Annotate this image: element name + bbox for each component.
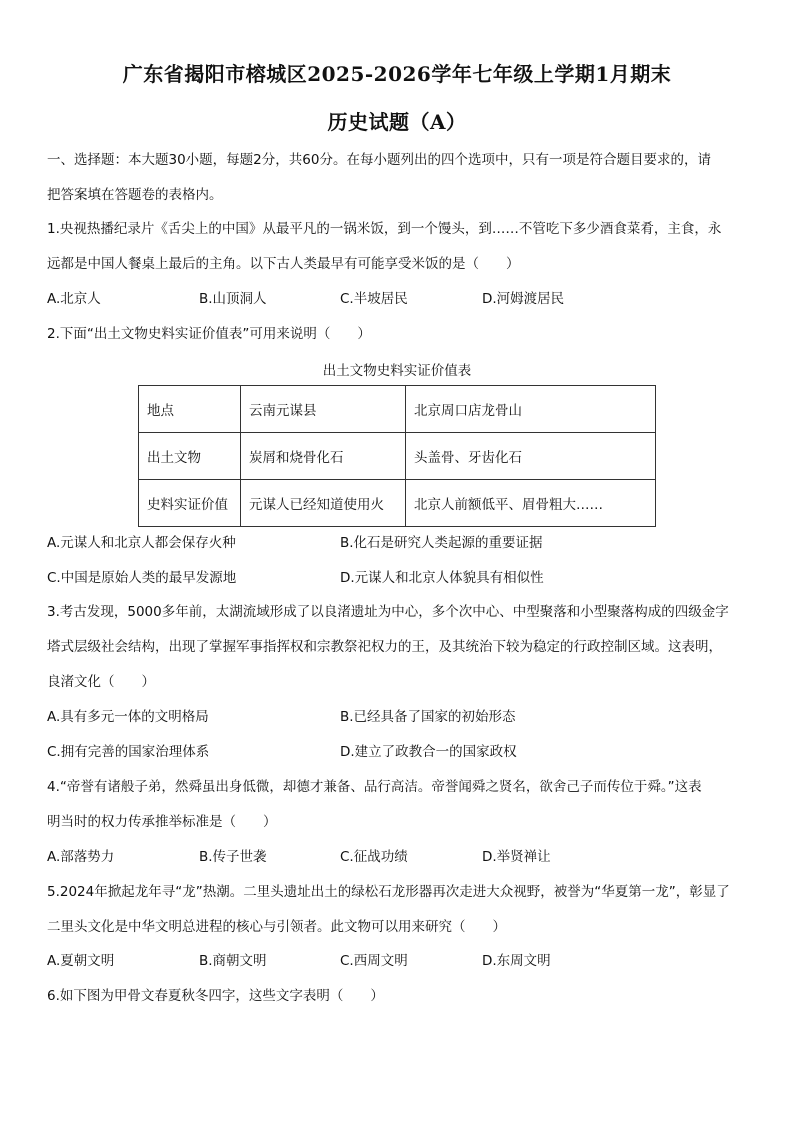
table-cell: 炭屑和烧骨化石 — [241, 433, 406, 480]
q2-option-a: A.元谋人和北京人都会保存火种 — [47, 535, 236, 551]
q1-stem-line1: 1.央视热播纪录片《舌尖上的中国》从最平凡的一锅米饭，到一个馒头，到……不管吃下多少酒食菜肴，主食，永 — [47, 221, 722, 237]
table-cell: 地点 — [139, 386, 241, 433]
q5-option-b: B.商朝文明 — [199, 953, 267, 969]
table-cell: 云南元谋县 — [241, 386, 406, 433]
q3-option-b: B.已经具备了国家的初始形态 — [340, 709, 516, 725]
table-cell: 元谋人已经知道使用火 — [241, 480, 406, 527]
table-row — [139, 480, 656, 527]
q4-option-a: A.部落势力 — [47, 849, 115, 865]
q3-option-a: A.具有多元一体的文明格局 — [47, 709, 209, 725]
section-instructions-line2: 把答案填在答题卷的表格内。 — [47, 187, 223, 203]
q6-stem-line1: 6.如下图为甲骨文春夏秋冬四字，这些文字表明（ ） — [47, 988, 384, 1004]
exam-title-line2: 历史试题（A） — [327, 110, 467, 134]
q3-stem-line1: 3.考古发现，5000多年前，太湖流域形成了以良渚遗址为中心，多个次中心、中型聚落和小型聚落构成的四级金字 — [47, 604, 729, 620]
q2-option-c: C.中国是原始人类的最早发源地 — [47, 570, 237, 586]
q1-option-a: A.北京人 — [47, 291, 101, 307]
q3-option-d: D.建立了政教合一的国家政权 — [340, 744, 517, 760]
q4-option-d: D.举贤禅让 — [482, 849, 551, 865]
q1-option-b: B.山顶洞人 — [199, 291, 267, 307]
q1-option-d: D.河姆渡居民 — [482, 291, 565, 307]
table-cell: 北京人前额低平、眉骨粗大…… — [406, 480, 656, 527]
q5-option-d: D.东周文明 — [482, 953, 551, 969]
q5-option-a: A.夏朝文明 — [47, 953, 115, 969]
table-cell: 史料实证价值 — [139, 480, 241, 527]
q4-stem-line2: 明当时的权力传承推举标准是（ ） — [47, 814, 277, 830]
table-row — [139, 433, 656, 480]
q1-stem-line2: 远都是中国人餐桌上最后的主角。以下古人类最早有可能享受米饭的是（ ） — [47, 256, 520, 272]
q2-option-d: D.元谋人和北京人体貌具有相似性 — [340, 570, 544, 586]
section-instructions-line1: 一、选择题：本大题30小题，每题2分，共60分。在每小题列出的四个选项中，只有一项是符合题目要求的，请 — [47, 152, 711, 168]
q4-stem-line1: 4.“帝誉有诸般子弟，然舜虽出身低微，却德才兼备、品行高洁。帝誉闻舜之贤名，欲舍己子而传位于舜。”这表 — [47, 779, 702, 795]
table-cell: 头盖骨、牙齿化石 — [406, 433, 656, 480]
q5-stem-line1: 5.2024年掀起龙年寻“龙”热潮。二里头遗址出土的绿松石龙形器再次走进大众视野，被誉为“华夏第一龙”，彰显了 — [47, 884, 730, 900]
q3-stem-line3: 良渚文化（ ） — [47, 674, 155, 690]
table-cell: 北京周口店龙骨山 — [406, 386, 656, 433]
q2-table-caption: 出土文物史料实证价值表 — [322, 363, 472, 379]
q5-option-c: C.西周文明 — [340, 953, 408, 969]
q2-evidence-table — [138, 385, 656, 527]
q4-option-c: C.征战功绩 — [340, 849, 408, 865]
q2-stem-line1: 2.下面“出土文物史料实证价值表”可用来说明（ ） — [47, 326, 371, 342]
table-row — [139, 386, 656, 433]
q5-stem-line2: 二里头文化是中华文明总进程的核心与引领者。此文物可以用来研究（ ） — [47, 919, 506, 935]
table-cell: 出土文物 — [139, 433, 241, 480]
q3-option-c: C.拥有完善的国家治理体系 — [47, 744, 210, 760]
q2-option-b: B.化石是研究人类起源的重要证据 — [340, 535, 543, 551]
q4-option-b: B.传子世袭 — [199, 849, 267, 865]
q3-stem-line2: 塔式层级社会结构，出现了掌握军事指挥权和宗教祭祀权力的王，及其统治下较为稳定的行政控制区域。这表明， — [47, 639, 722, 655]
exam-title-line1: 广东省揭阳市榕城区2025-2026学年七年级上学期1月期末 — [122, 62, 672, 86]
q1-option-c: C.半坡居民 — [340, 291, 408, 307]
